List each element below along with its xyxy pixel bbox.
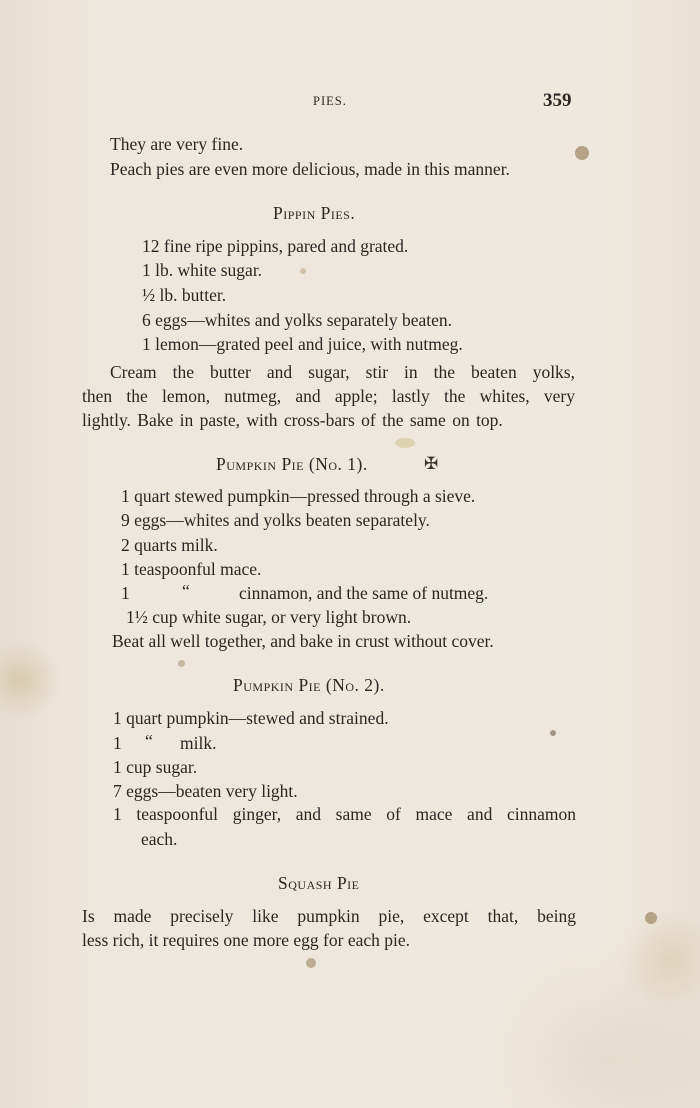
method-line: less rich, it requires one more egg for each pie. — [82, 930, 410, 950]
recipe-title: Squash Pie — [278, 873, 360, 893]
ingredient-line: 6 eggs—whites and yolks separately beaten. — [142, 310, 453, 330]
ingredient-line: milk. — [180, 733, 217, 753]
ingredient-line: 12 fine ripe pippins, pared and grated. — [142, 236, 409, 256]
ingredient-quantity: 1 — [113, 733, 122, 753]
body-line: Peach pies are even more delicious, made in this manner. — [110, 159, 510, 179]
ingredient-quantity: 1 — [121, 583, 130, 603]
ingredient-line: 1 teaspoonful mace. — [121, 559, 262, 579]
method-line: Is made precisely like pumpkin pie, except that, being — [82, 906, 576, 926]
ingredient-line: 1 teaspoonful ginger, and same of mace and cinnamon — [113, 804, 576, 824]
foxing-spot — [645, 912, 657, 924]
recipe-title: Pippin Pies. — [273, 203, 356, 223]
ingredient-line: 1 lemon—grated peel and juice, with nutmeg. — [142, 334, 463, 354]
method-line: lightly. Bake in paste, with cross-bars of the same on top. — [82, 410, 503, 430]
running-head: PIES. — [313, 94, 347, 108]
ingredient-line: 9 eggs—whites and yolks beaten separately. — [121, 510, 430, 530]
ingredient-line: ½ lb. butter. — [142, 285, 227, 305]
ditto-mark: “ — [182, 581, 190, 601]
foxing-spot — [550, 730, 556, 736]
recipe-title: Pumpkin Pie (No. 1). — [216, 454, 368, 474]
ingredient-line: cinnamon, and the same of nutmeg. — [239, 583, 489, 603]
ingredient-line: 1 cup sugar. — [113, 757, 198, 777]
ditto-mark: “ — [145, 731, 153, 751]
page-number: 359 — [543, 90, 572, 111]
ingredient-line: 1 quart pumpkin—stewed and strained. — [113, 708, 389, 728]
method-line: Cream the butter and sugar, stir in the beaten yolks, — [110, 362, 575, 382]
foxing-spot — [178, 660, 185, 667]
foxing-spot — [306, 958, 316, 968]
ingredient-line: 1 lb. white sugar. — [142, 260, 263, 280]
method-line: then the lemon, nutmeg, and apple; lastly the whites, very — [82, 386, 575, 406]
printer-cross-icon: ✠ — [424, 454, 439, 473]
foxing-spot — [575, 146, 589, 160]
foxing-spot — [395, 438, 415, 448]
recipe-title: Pumpkin Pie (No. 2). — [233, 675, 385, 695]
method-line: Beat all well together, and bake in crust without cover. — [112, 631, 494, 651]
ingredient-line: 2 quarts milk. — [121, 535, 218, 555]
body-line: They are very fine. — [110, 134, 244, 154]
foxing-spot — [300, 268, 306, 274]
ingredient-line: 7 eggs—beaten very light. — [113, 781, 298, 801]
ingredient-line: 1½ cup white sugar, or very light brown. — [126, 607, 412, 627]
ingredient-line: 1 quart stewed pumpkin—pressed through a sieve. — [121, 486, 476, 506]
ingredient-line: each. — [141, 829, 178, 849]
